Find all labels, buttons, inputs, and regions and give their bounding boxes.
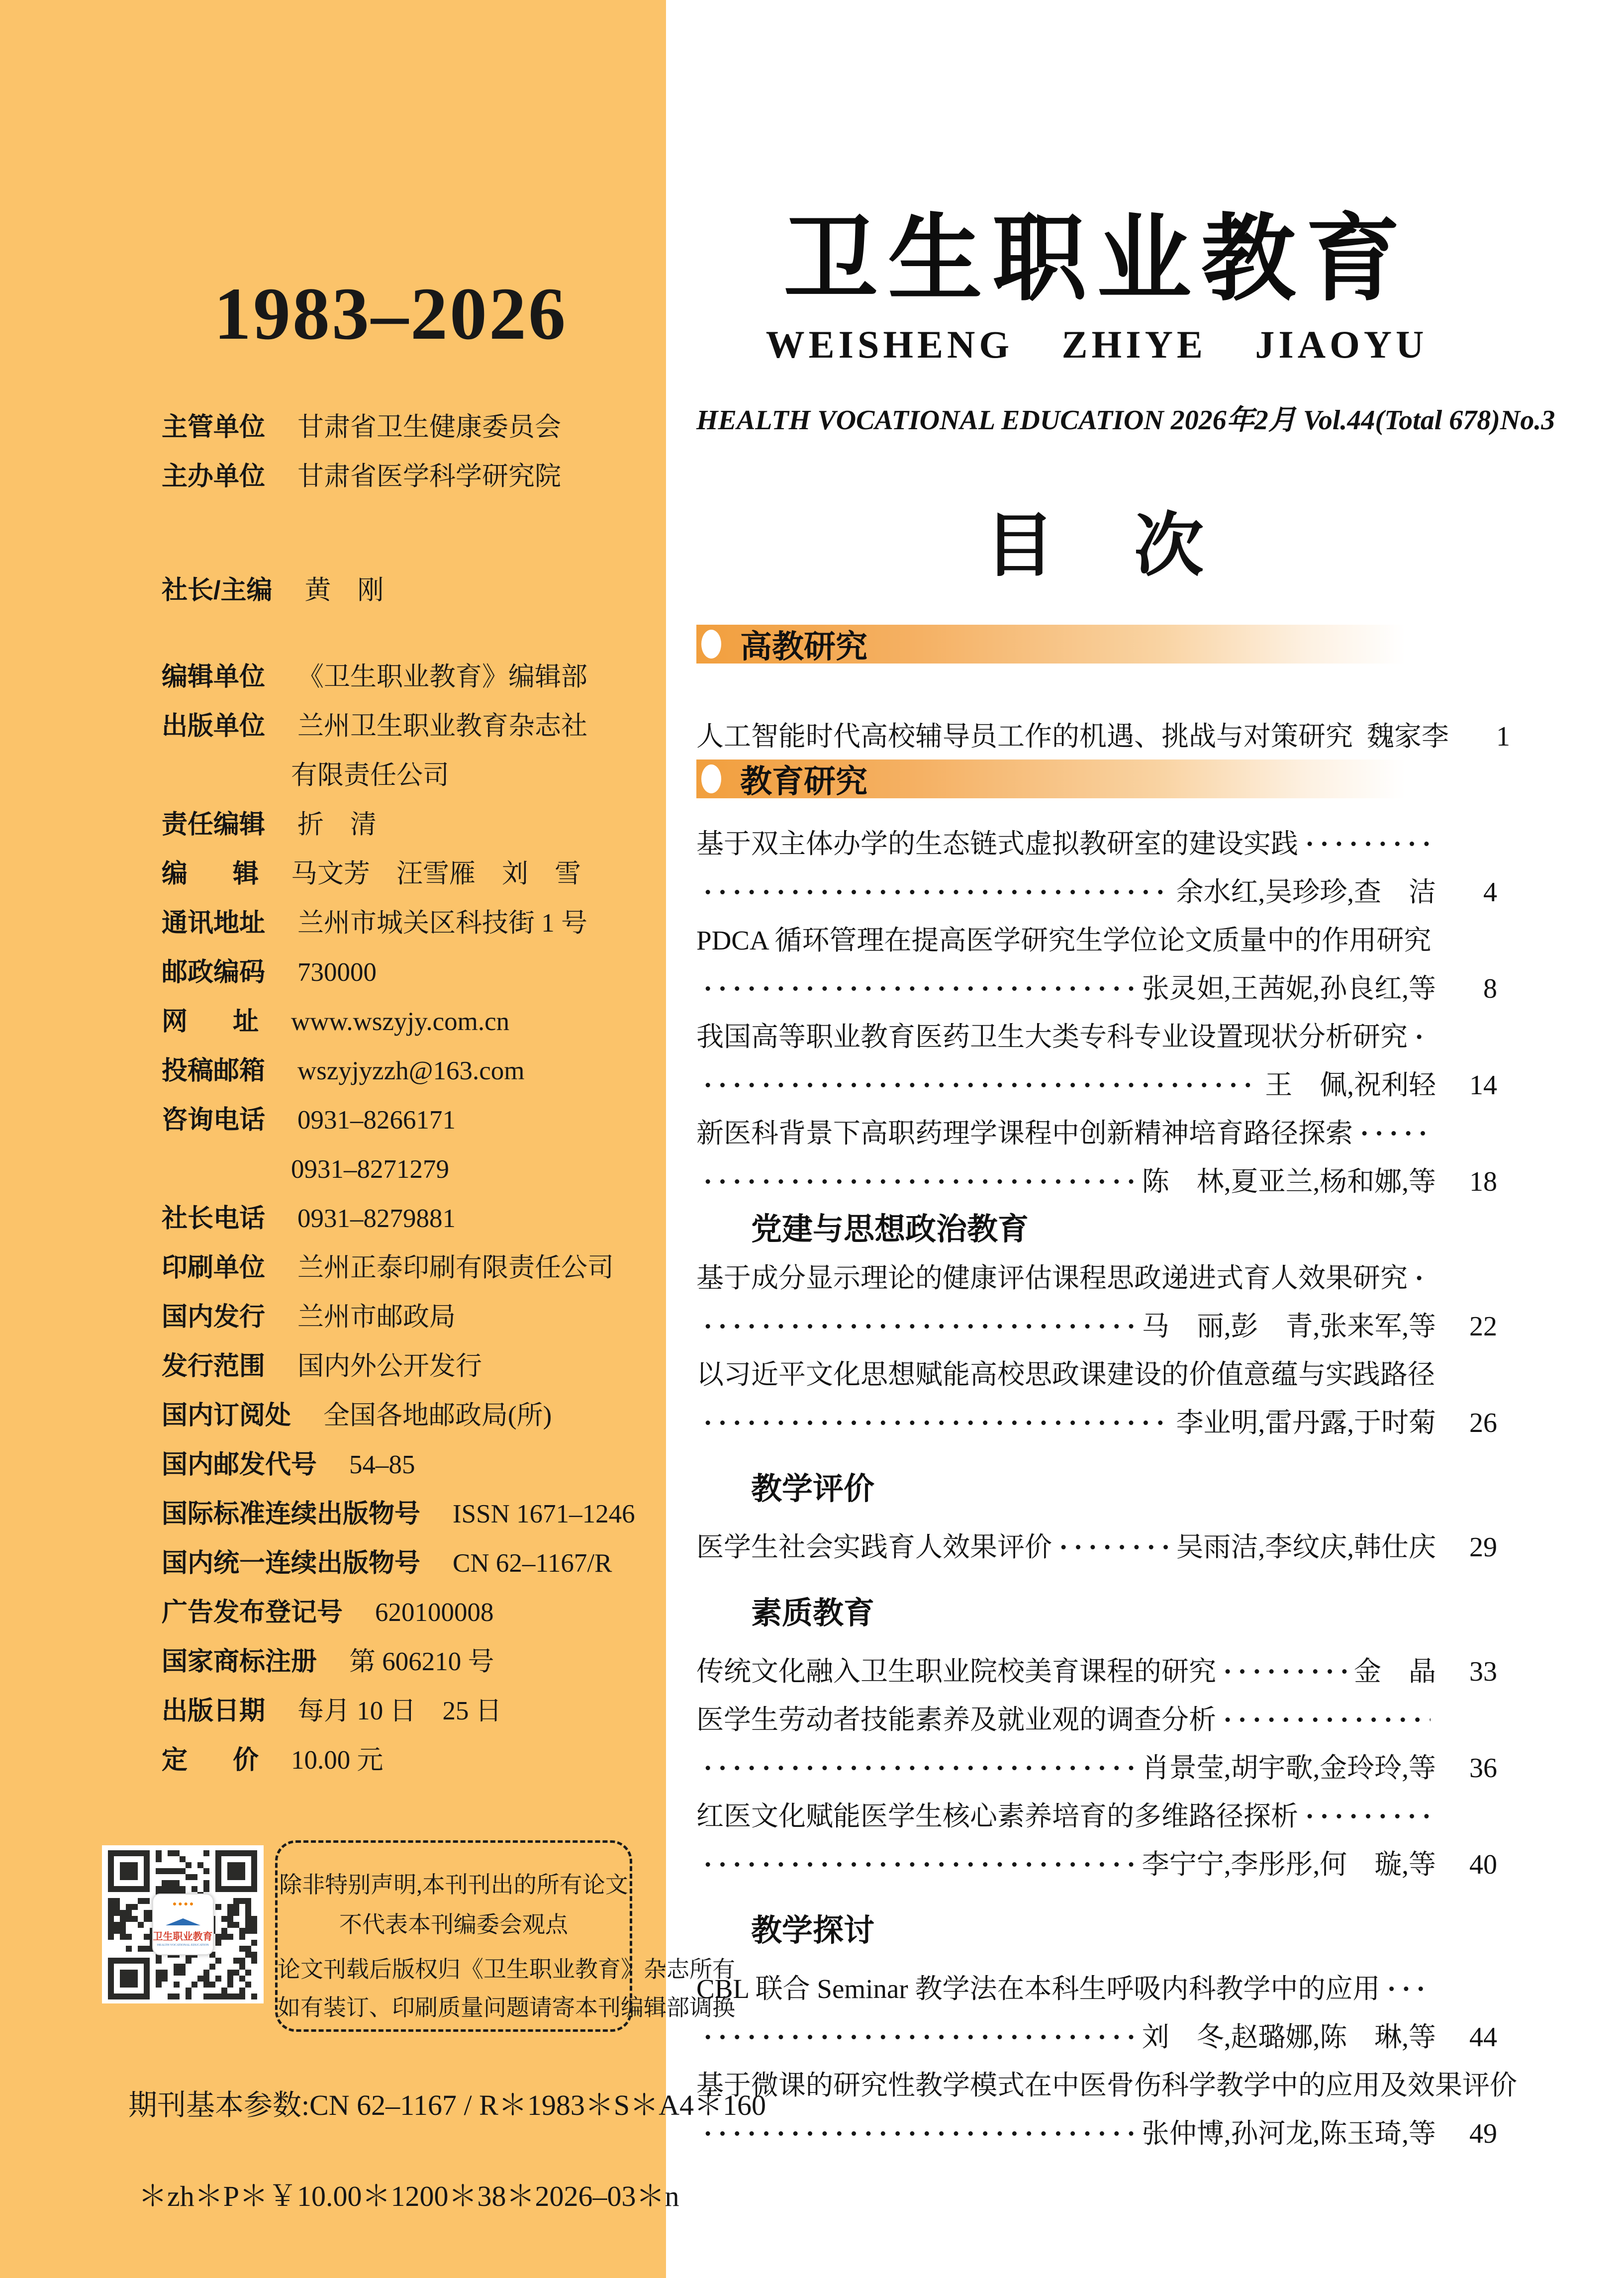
- entry-page-number: 29: [1469, 1532, 1497, 1563]
- entry-authors: 陈 林,夏亚兰,杨和娜,等: [1142, 1166, 1436, 1197]
- info-row: [162, 1194, 659, 1243]
- entry-authors: 刘 冬,赵璐娜,陈 琳,等: [1142, 2022, 1436, 2052]
- info-label: 通讯地址: [162, 909, 266, 938]
- entry-authors: 王 佩,祝利轻: [1265, 1070, 1436, 1100]
- toc-body: [696, 820, 1518, 2158]
- cn-number: CN 62–1167/R: [453, 1549, 612, 1578]
- dot-leader: [703, 2109, 1135, 2158]
- entry-title: 基于微课的研究性教学模式在中医骨伤科学教学中的应用及效果评价: [696, 2070, 1518, 2100]
- section-heading-dangjian: 党建与思想政治教育: [751, 1213, 1029, 1246]
- info-row: [162, 1243, 659, 1293]
- copyright-notice-box: [275, 1840, 735, 2032]
- toc-entry-line: [696, 1523, 1497, 1571]
- info-label: 国内统一连续出版物号: [162, 1549, 421, 1578]
- info-row: [162, 1539, 659, 1588]
- entry-page-number: 44: [1469, 2022, 1497, 2053]
- entry-page-number: 14: [1469, 1070, 1497, 1101]
- info-row: [162, 403, 659, 452]
- info-label: 网址: [162, 1007, 259, 1036]
- info-label: 印刷单位: [162, 1253, 266, 1282]
- dot-leader: [1415, 1013, 1431, 1061]
- info-label: 主办单位: [162, 462, 266, 491]
- dot-leader: [1305, 1792, 1431, 1840]
- info-value: 54–85: [349, 1450, 415, 1479]
- dot-leader: [703, 2013, 1135, 2061]
- info-value: 730000: [297, 958, 377, 987]
- entry-page-number: 33: [1469, 1656, 1497, 1687]
- info-row: [162, 1736, 659, 1785]
- toc-entry-line: [696, 1061, 1497, 1109]
- dot-leader: [1305, 820, 1431, 868]
- info-row: [162, 1046, 659, 1096]
- info-value: 有限责任公司: [291, 761, 449, 790]
- info-row: [162, 948, 659, 997]
- toc-entry-line: [696, 964, 1497, 1013]
- toc-entry-line: [696, 1647, 1497, 1696]
- info-label: 国际标准连续出版物号: [162, 1500, 421, 1528]
- dot-leader: [703, 1840, 1135, 1889]
- toc-entry-line: [696, 916, 1497, 964]
- info-label: 发行范围: [162, 1352, 266, 1381]
- info-label: 社长电话: [162, 1204, 266, 1233]
- issn-number: ISSN 1671–1246: [453, 1500, 635, 1528]
- toc-entry-line: [696, 1109, 1497, 1157]
- entry-title: 医学生劳动者技能素养及就业观的调查分析: [696, 1705, 1217, 1735]
- dot-leader: [1223, 1696, 1431, 1744]
- toc-entry-line: [696, 868, 1497, 916]
- info-value: 国内外公开发行: [297, 1352, 482, 1381]
- info-value: 全国各地邮政局(所): [323, 1401, 552, 1430]
- info-label: 定价: [162, 1746, 259, 1775]
- entry-title: 我国高等职业教育医药卫生大类专科专业设置现状分析研究: [696, 1022, 1408, 1052]
- info-value: 甘肃省卫生健康委员会: [297, 413, 562, 442]
- journal-title-pinyin: WEISHENG ZHIYE JIAOYU: [765, 323, 1428, 366]
- website-url: www.wszyjy.com.cn: [291, 1007, 510, 1036]
- journal-parameters-line1: 期刊基本参数:CN 62–1167 / R＊1983＊S＊A4＊160: [128, 2089, 766, 2121]
- info-row: [162, 1145, 659, 1194]
- info-label: 出版单位: [162, 712, 266, 741]
- entry-authors: 李宁宁,李彤彤,何 璇,等: [1142, 1849, 1436, 1880]
- journal-logo: [152, 1894, 214, 1955]
- info-value: 黄 刚: [304, 576, 384, 605]
- info-label: 邮政编码: [162, 958, 266, 987]
- entry-title: 以习近平文化思想赋能高校思政课建设的价值意蕴与实践路径: [696, 1359, 1435, 1390]
- entry-title: 红医文化赋能医学生核心素养培育的多维路径探析: [696, 1801, 1299, 1831]
- info-row: [162, 1342, 659, 1391]
- entry-page-number: 18: [1469, 1166, 1497, 1197]
- notice-line: 除非特别声明,本刊刊出的所有论文: [279, 1872, 628, 1898]
- entry-title: 传统文化融入卫生职业院校美育课程的研究: [696, 1656, 1217, 1687]
- section-band-gaojiao: [696, 625, 1442, 664]
- toc-entry-line: [696, 2109, 1497, 2158]
- info-row: [162, 1588, 659, 1637]
- toc-entry-line: [696, 1792, 1497, 1840]
- info-value: 0931–8279881: [297, 1204, 456, 1233]
- info-row: [162, 702, 659, 751]
- years-range: 1983–2026: [214, 273, 568, 355]
- info-label: 编辑单位: [162, 663, 266, 691]
- info-row: [162, 1637, 659, 1687]
- info-label: 广告发布登记号: [162, 1598, 343, 1627]
- info-label: 主管单位: [162, 413, 266, 442]
- logo-title: 卫生职业教育: [153, 1931, 213, 1942]
- info-row: [162, 1096, 659, 1145]
- entry-title: 基于双主体办学的生态链式虚拟教研室的建设实践: [696, 829, 1299, 859]
- toc-entry-line: [696, 1013, 1497, 1061]
- section-label: 高教研究: [740, 629, 867, 664]
- info-row: [162, 997, 659, 1046]
- section-band-jiaoyu: [696, 759, 1442, 798]
- journal-title-chinese: 卫生职业教育: [783, 208, 1410, 312]
- band-bullet-icon: [701, 764, 721, 793]
- notice-line: 论文刊载后版权归《卫生职业教育》杂志所有: [278, 1957, 735, 1982]
- entry-page-number: 36: [1469, 1753, 1497, 1784]
- info-label: 国内发行: [162, 1303, 266, 1331]
- toc-main-column: [666, 0, 1624, 2278]
- info-label: 社长/主编: [162, 576, 273, 605]
- entry-page-number: 26: [1469, 1408, 1497, 1438]
- toc-entry-line: [696, 1157, 1497, 1206]
- info-value: 0931–8271279: [291, 1155, 449, 1184]
- sunburst-icon: [173, 1902, 193, 1910]
- section-heading-tantao: 教学探讨: [751, 1914, 875, 1948]
- entry-page-number: 8: [1483, 973, 1497, 1004]
- entry-title: 基于成分显示理论的健康评估课程思政递进式育人效果研究: [696, 1263, 1408, 1293]
- info-row: [162, 1391, 659, 1440]
- dot-leader: [703, 868, 1169, 916]
- logo-subtitle: HEALTH VOCATIONAL EDUCATION: [157, 1942, 209, 1947]
- toc-entry-line: [696, 1254, 1497, 1302]
- info-label: 国家商标注册: [162, 1647, 317, 1676]
- info-row: [162, 1440, 659, 1490]
- toc-entry-line: [696, 2013, 1497, 2061]
- submission-email: wszyjyzzh@163.com: [297, 1056, 525, 1085]
- toc-entry-line: [696, 1696, 1497, 1744]
- entry-page-number: 22: [1469, 1311, 1497, 1342]
- entry-page-number: 4: [1483, 877, 1497, 908]
- entry-page-number: 1: [1496, 721, 1511, 752]
- dot-leader: [1415, 1254, 1431, 1302]
- toc-title: 目 次: [984, 508, 1209, 585]
- entry-page-number: 40: [1469, 1849, 1497, 1880]
- toc-entry-line: [696, 1965, 1497, 2013]
- entry-authors: 余水红,吴珍珍,查 洁: [1176, 877, 1436, 907]
- dot-leader: [703, 1744, 1135, 1792]
- dot-leader: [703, 964, 1135, 1013]
- toc-entry-line: [696, 820, 1497, 868]
- info-value: 兰州市城关区科技街 1 号: [297, 909, 588, 938]
- info-row: [162, 1687, 659, 1736]
- info-row: [162, 1490, 659, 1539]
- info-value: 兰州市邮政局: [297, 1303, 456, 1331]
- info-value: 兰州正泰印刷有限责任公司: [297, 1253, 614, 1282]
- info-label: 编辑: [162, 859, 259, 888]
- info-label: 咨询电话: [162, 1106, 266, 1135]
- dot-leader: [703, 1302, 1135, 1350]
- entry-authors: 肖景莹,胡宇歌,金玲玲,等: [1142, 1753, 1436, 1783]
- entry-title: CBL 联合 Seminar 教学法在本科生呼吸内科教学中的应用: [696, 1974, 1380, 2004]
- qr-code: [102, 1845, 264, 2003]
- entry-authors: 张灵妲,王茜妮,孙良红,等: [1142, 973, 1436, 1004]
- toc-entry-line: [696, 1840, 1497, 1889]
- entry-authors: 金 晶: [1353, 1656, 1436, 1687]
- publication-info-sidebar: [0, 0, 766, 2278]
- info-label: 责任编辑: [162, 810, 266, 839]
- info-row: [162, 653, 659, 702]
- dot-leader: [703, 1399, 1169, 1447]
- toc-entry-line: [696, 1302, 1497, 1350]
- open-book-icon: [166, 1912, 200, 1925]
- dot-leader: [703, 1157, 1135, 1206]
- toc-entry-line: [696, 1350, 1497, 1399]
- issue-info-line: HEALTH VOCATIONAL EDUCATION 2026年2月 Vol.44(Total 678)No.3: [696, 405, 1555, 436]
- info-value: 620100008: [375, 1598, 494, 1627]
- info-row: [162, 751, 659, 800]
- info-value: 0931–8266171: [297, 1106, 456, 1135]
- entry-authors: 马 丽,彭 青,张来军,等: [1142, 1311, 1436, 1341]
- toc-entry-line: [696, 1744, 1497, 1792]
- info-value: 兰州卫生职业教育杂志社: [297, 712, 588, 741]
- publication-info-list: [162, 403, 659, 1785]
- dot-leader: [1059, 1523, 1169, 1571]
- info-label: 出版日期: [162, 1697, 266, 1725]
- entry-title: 医学生社会实践育人效果评价: [696, 1532, 1052, 1562]
- info-value: 每月 10 日 25 日: [297, 1697, 502, 1725]
- journal-parameters-line2: ＊zh＊P＊￥10.00＊1200＊38＊2026–03＊n: [138, 2180, 679, 2212]
- info-value: 《卫生职业教育》编辑部: [297, 663, 588, 691]
- info-value: 第 606210 号: [349, 1647, 494, 1676]
- section-heading-suzhi: 素质教育: [751, 1597, 875, 1630]
- entry-title: 新医科背景下高职药理学课程中创新精神培育路径探索: [696, 1118, 1353, 1148]
- toc-entry: [696, 712, 1511, 760]
- info-row: [162, 452, 659, 501]
- dot-leader: [1387, 1965, 1431, 2013]
- notice-line: 如有装订、印刷质量问题请寄本刊编辑部调换: [278, 1995, 735, 2020]
- dot-leader: [1223, 1647, 1347, 1696]
- entry-authors: 张仲博,孙河龙,陈玉琦,等: [1142, 2118, 1436, 2149]
- entry-title: 人工智能时代高校辅导员工作的机遇、挑战与对策研究: [696, 721, 1353, 752]
- entry-title: PDCA 循环管理在提高医学研究生学位论文质量中的作用研究: [696, 925, 1432, 955]
- notice-line: 不代表本刊编委会观点: [339, 1912, 568, 1937]
- entry-page-number: 49: [1469, 2118, 1497, 2149]
- entry-authors: 魏家李: [1367, 721, 1449, 752]
- info-label: 国内订阅处: [162, 1401, 291, 1430]
- section-heading-pingjia: 教学评价: [751, 1472, 875, 1506]
- dot-leader: [703, 1061, 1258, 1109]
- band-bullet-icon: [701, 630, 721, 659]
- info-row: [162, 566, 659, 615]
- toc-entry-line: [696, 2061, 1518, 2109]
- info-value: 甘肃省医学科学研究院: [297, 462, 562, 491]
- info-label: 投稿邮箱: [162, 1056, 266, 1085]
- entry-authors: 李业明,雷丹露,于时菊: [1176, 1408, 1436, 1438]
- info-value: 折 清: [297, 810, 377, 839]
- info-row: [162, 899, 659, 948]
- section-label: 教育研究: [740, 764, 867, 799]
- price-value: 10.00 元: [291, 1746, 383, 1775]
- dot-leader: [1360, 1109, 1431, 1157]
- info-value: 马文芳 汪雪雁 刘 雪: [291, 859, 581, 888]
- info-row: [162, 800, 659, 850]
- entry-authors: 吴雨洁,李纹庆,韩仕庆: [1176, 1532, 1436, 1562]
- info-label: 国内邮发代号: [162, 1450, 317, 1479]
- toc-entry-line: [696, 1399, 1497, 1447]
- info-row: [162, 1293, 659, 1342]
- info-row: [162, 850, 659, 899]
